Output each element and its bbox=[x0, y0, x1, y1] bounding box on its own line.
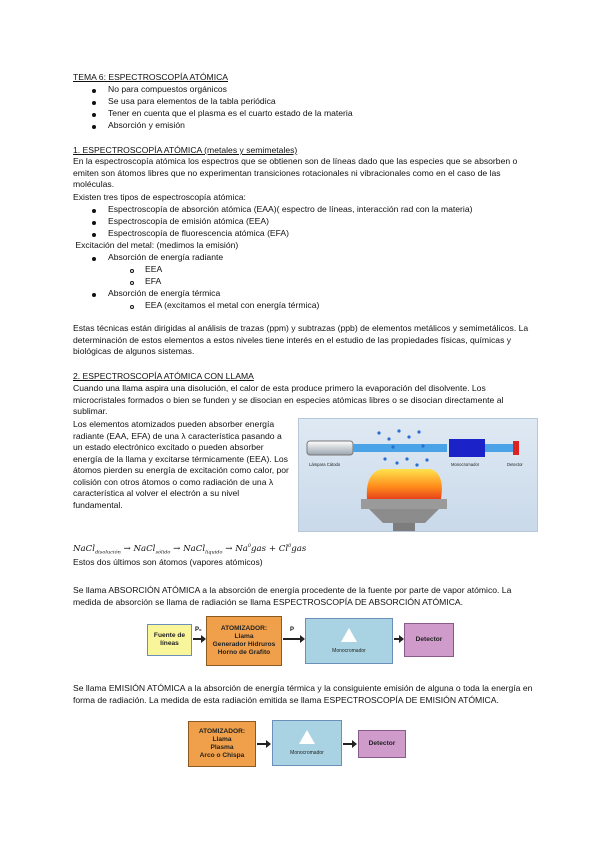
atomizer-box: ATOMIZADOR: Llama Plasma Arco o Chispa bbox=[188, 721, 256, 767]
bullet bbox=[92, 233, 96, 237]
monochromator-box: Monocromador bbox=[272, 720, 342, 766]
section-heading bbox=[73, 145, 297, 157]
heading-suffix: (metales y semimetales) bbox=[201, 145, 298, 155]
flame-aas-illustration bbox=[299, 419, 537, 531]
list-item: Espectroscopía de emisión atómica (EEA) bbox=[108, 216, 269, 226]
triangle-icon bbox=[299, 730, 315, 744]
page-title: TEMA 6: ESPECTROSCOPÍA ATÓMICA bbox=[73, 72, 229, 82]
list-item: Espectroscopía de fluorescencia atómica (EFA) bbox=[108, 228, 290, 238]
paragraph: Los elementos atomizados pueden absorber energía radiante (EAA, EFA) de una λ característica pasando a un estado electrónico excitado o pueden absorber energía de la llama y excitarse térmicamente (EEA). Los átomos pierden su energía de excitación como calor, por colisión con otros átomos o como radiación de una λ característica al volver el electrón a su nivel fundamental. bbox=[73, 419, 289, 510]
detector-box: Detector bbox=[404, 623, 454, 657]
paragraph: Se llama ABSORCIÓN ATÓMICA a la absorción de energía procedente de la fuente por parte de vapor atómico. La medida de absorción se llama de radiación se llama ESPECTROSCOPÍA DE ABSORCIÓN ATÓMICA. bbox=[73, 585, 512, 607]
arrow bbox=[394, 638, 400, 640]
list-item: Absorción de energía térmica bbox=[108, 288, 221, 298]
heading-main: 1. ESPECTROSCOPÍA ATÓMICA bbox=[73, 145, 202, 155]
p0-label: P₀ bbox=[195, 627, 202, 633]
bullet bbox=[92, 101, 96, 105]
burner-body bbox=[369, 509, 439, 523]
p-label: P bbox=[290, 627, 295, 633]
reaction-equation: NaCl$_{disolución}$ → NaCl$_{sólido}$ → NaCl$_{líquido}$ → Na$^0$gas + Cl$^0$gas bbox=[73, 543, 307, 556]
arrow bbox=[257, 743, 267, 745]
bullet bbox=[92, 89, 96, 93]
burner-top bbox=[361, 499, 447, 509]
list-item: Absorción y emisión bbox=[108, 120, 185, 130]
paragraph: Excitación del metal: (medimos la emisión) bbox=[73, 240, 239, 250]
paragraph: Estas técnicas están dirigidas al análisis de trazas (ppm) y subtrazas (ppb) de elementos metálicos y semimetálicos. La determinación de estos elementos a estos niveles tiene interés en el estudio de las propiedades físicas, químicas y biológicas de algunos sistemas. bbox=[73, 323, 529, 357]
monochromator-shape bbox=[449, 439, 485, 457]
sub-bullet bbox=[130, 281, 134, 285]
flame-aas-figure bbox=[298, 418, 538, 532]
monochromator-box: Monocromador bbox=[305, 618, 393, 664]
arrow bbox=[343, 743, 353, 745]
list-item: No para compuestos orgánicos bbox=[108, 84, 227, 94]
paragraph: En la espectroscopía atómica los espectros que se obtienen son de líneas dado que las especies que se absorben o emiten son átomos libres que no experimentan transiciones rotacionales ni vibracionales como en el caso de las moléculas. bbox=[73, 156, 518, 190]
paragraph: Cuando una llama aspira una disolución, el calor de esta produce primero la evaporación del disolvente. Los microcristales formados o bien se funden y se disocian en especies atómicas libres o se disocian directamente al sublimar. bbox=[73, 383, 504, 417]
atomizer-box: ATOMIZADOR: Llama Generador Hidruros Horno de Grafito bbox=[206, 616, 282, 666]
source-box: Fuente de líneas bbox=[147, 624, 192, 656]
arrow bbox=[193, 638, 202, 640]
light-beam bbox=[485, 444, 515, 452]
sub-bullet bbox=[130, 269, 134, 273]
list-item: Tener en cuenta que el plasma es el cuarto estado de la materia bbox=[108, 108, 353, 118]
bullet bbox=[92, 113, 96, 117]
bullet bbox=[92, 125, 96, 129]
list-item: EEA bbox=[145, 264, 163, 274]
lamp-label: Lámpara Cátodo bbox=[309, 462, 341, 467]
lamp-shape bbox=[307, 441, 353, 455]
list-item: EEA (excitamos el metal con energía térmica) bbox=[145, 300, 320, 310]
burner-base bbox=[393, 523, 415, 531]
list-item: EFA bbox=[145, 276, 162, 286]
light-beam bbox=[353, 444, 447, 452]
mono-label: Monocromador bbox=[451, 462, 480, 467]
bullet bbox=[92, 293, 96, 297]
bullet bbox=[92, 209, 96, 213]
section-heading: 2. ESPECTROSCOPÍA ATÓMICA CON LLAMA bbox=[73, 371, 254, 381]
list-item: Se usa para elementos de la tabla periódica bbox=[108, 96, 276, 106]
detector-label: Detector bbox=[507, 462, 523, 467]
bullet bbox=[92, 221, 96, 225]
paragraph: Existen tres tipos de espectroscopía atómica: bbox=[73, 192, 246, 202]
flame-shape bbox=[367, 469, 442, 499]
list-item: Absorción de energía radiante bbox=[108, 252, 224, 262]
triangle-icon bbox=[341, 628, 357, 642]
detector-shape bbox=[513, 441, 519, 455]
paragraph: Se llama EMISIÓN ATÓMICA a la absorción de energía térmica y la consiguiente emisión de alguna o toda la energía en forma de radiación. La medida de esta radiación emitida se llama ESPECTROSCOPÍA DE EMISIÓN ATÓMICA. bbox=[73, 683, 533, 705]
sub-bullet bbox=[130, 305, 134, 309]
arrow bbox=[283, 638, 301, 640]
paragraph: Estos dos últimos son átomos (vapores atómicos) bbox=[73, 557, 263, 567]
list-item: Espectroscopía de absorción atómica (EAA)( espectro de líneas, interacción rad con la materia) bbox=[108, 204, 473, 214]
bullet bbox=[92, 257, 96, 261]
detector-box: Detector bbox=[358, 730, 406, 758]
